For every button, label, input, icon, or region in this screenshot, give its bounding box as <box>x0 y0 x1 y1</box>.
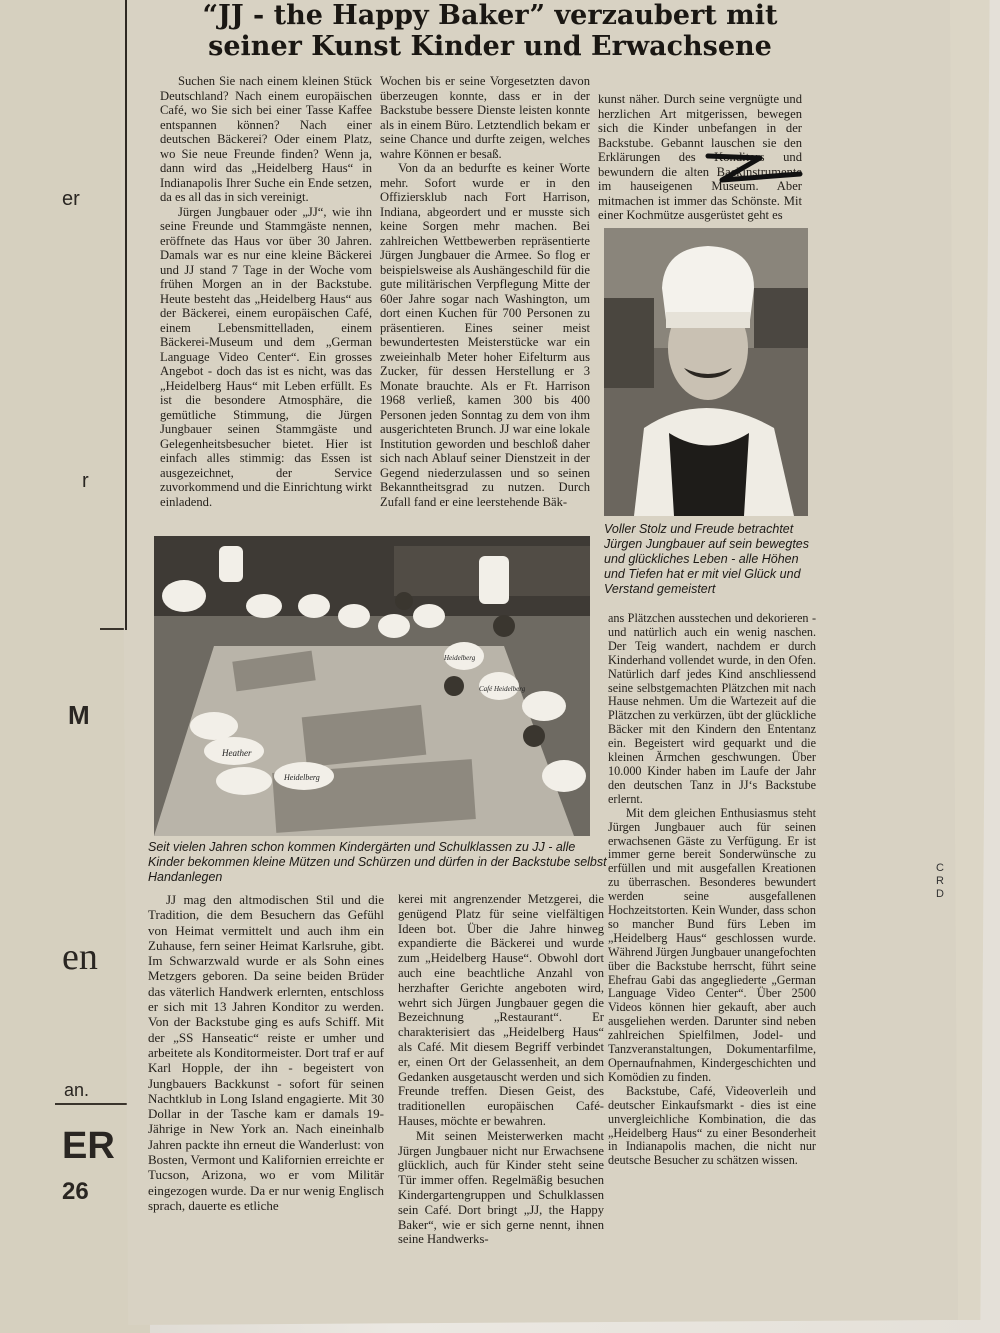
column-rule <box>125 0 127 630</box>
portrait-caption: Voller Stolz und Freude betrachtet Jürgen Jungbauer auf sein bewegtes und glückliches Leben - alle Höhen und Tiefen hat er mit viel Glück und Verstand gemeistert <box>604 522 810 596</box>
paragraph: Mit seinen Meisterwerken macht Jürgen Jungbauer nicht nur Erwachsene glücklich, auch für Kinder steht seine Tür immer offen. Regelmäßig besuchen Kindergartengruppen und Schulklassen sein Café. Dort bringt „JJ, the Happy Baker“, wie er sich gerne nennt, ihnen seine Handwerks- <box>398 1128 604 1247</box>
paragraph: Backstube, Café, Videoverleih und deutscher Einkaufsmarkt - dies ist eine unvergleichliche Kombination, die das „Heidelberg Haus“ zu einer Besonderheit in Indianapolis machen, die nicht nur deutsche Besucher zu schätzen wissen. <box>608 1083 816 1168</box>
portrait-photo <box>604 228 808 516</box>
hat-label: Heather <box>222 748 252 758</box>
handwritten-mark <box>700 148 810 188</box>
fragment-text: ER <box>62 1125 115 1167</box>
article-column-3-mid <box>608 612 816 1168</box>
fragment-text: M <box>68 700 90 730</box>
paragraph: Suchen Sie nach einem kleinen Stück Deutschland? Nach einem europäischen Café, wo Sie sich bei einer Tasse Kaffee entspannen können? Nach einer deutschen Bäckerei? Oder einem Platz, wo Sie neue Freunde finden? Wenn ja, dann wird das „Heidelberg Haus“ in Indianapolis Ihrer Suche ein Ende setzen, da es all das in sich vereinigt. <box>160 74 372 204</box>
article-column-2-bottom <box>398 892 604 1247</box>
fragment-text: an. <box>64 1080 90 1100</box>
divider <box>55 1103 135 1105</box>
paragraph: ans Plätzchen ausstechen und dekorieren - und natürlich auch ein wenig naschen. Der Teig wandert, nachdem er durch Kinderhand vollendet wurde, in den Ofen. Natürlich darf jedes Kind anschliessend seine selbstgemachten Plätzchen mit nach Hause nehmen. Um die Wartezeit auf die Plätzchen zu verkürzen, übt der glückliche Bäcker mit den Kindern den Ententanz ein. Begeistert wird gequarkt und die kleinen Ärmchen geschwungen. Über 10.000 Kinder haben im Laufe der Jahr den deutschen Tanz in JJ‘s Backstube erlernt. <box>608 611 816 806</box>
paragraph: kerei mit angrenzender Metzgerei, die genügend Platz für seine vielfältigen Ideen bot. Über die Jahre hinweg expandierte die Bäckerei und wurde zum „Heidelberg Hause“. Obwohl dort auch eine beachtliche Anzahl von herzhafter Gerichte angeboten wird, wehrt sich Jürgen Jungbauer gegen die Bezeichnung „Restaurant“. Er charakterisiert das „Heidelberg Haus“ als Café. Mit diesem Begriff verbindet er, einen Ort der Gelassenheit, an dem Gedanken ausgetauscht werden und sich Freunde treffen. Diesen Geist, des traditionellen europäischen Café-Hauses, möchte er bewahren. <box>398 892 604 1128</box>
paragraph: Von da an bedurfte es keiner Worte mehr. Sofort wurde er in den Offiziersklub nach Fort Harrison, Indiana, abgeordert und er musste sich keine Sorgen mehr machen. Bei zahlreichen Wettbewerben repräsentierte Jürgen Jungbauer die Armee. So flog er beispielsweise als Aushängeschild für die gute militärischen Verpflegung Mitte der 60er Jahre sogar nach Washington, um dort einen Kuchen für 700 Personen zu präsentieren. Eines seiner meist bewundertesten Meisterstücke war ein zweieinhalb Meter hoher Eifelturm aus Zucker, für dessen Herstellung er 3 Monate brauchte. Als er Ft. Harrison 1968 verließ, kamen 300 bis 400 Personen jeden Sonntag zu dem von ihm ausgerichteten Brunch. JJ war eine lokale Institution geworden und beschloß daher sich nach Ablauf seiner Dienstzeit in der Gegend niederzulassen und so seinen Bekanntheitsgrad zu nutzen. Durch Zufall fand er eine leerstehende Bäk- <box>380 161 590 509</box>
article-column-1-top <box>160 74 372 509</box>
paragraph: Mit dem gleichen Enthusiasmus steht Jürgen Jungbauer auch für seinen erwachsenen Gäste zu Verfügung. Er ist immer gerne bereit Sonderwünsche zu erfüllen und mit ausgefallen Kreationen zu überraschen. Besonderes bewundert werden seine ausgefallenen Hochzeitstorten. Kein Wunder, dass schon so mancher Bund fürs Leben im „Heidelberg Haus“ geschlossen wurde. Während Jürgen Jungbauer unangefochten über die Backstube herrscht, führt seine Ehefrau Gabi das angegliederte „German Language Video Center“. Über 2500 Videos können hier gekauft, aber auch ausgeliehen werden. Darunter sind neben zahlreichen Spielfilmen, Jodel- und Tanzveranstaltungen, Dokumentarfilme, Opernaufnahmen, Kindergeschichten und Komödien zu finden. <box>608 805 816 1084</box>
paragraph: Wochen bis er seine Vorgesetzten davon überzeugen konnte, dass er in der Backstube bessere Dienste leisten konnte als in einem Büro. Letztendlich bekam er seine Chance und durfte zeigen, welches wahre Können er besaß. <box>380 74 590 161</box>
headline-line: seiner Kunst Kinder und Erwachsene <box>208 31 772 62</box>
fragment-text: 26 <box>62 1178 89 1205</box>
paragraph: Jürgen Jungbauer oder „JJ“, wie ihn seine Freunde und Stammgäste nennen, eröffnete das Haus vor über 30 Jahren. Damals war es nur eine kleine Bäckerei und JJ stand 7 Tage in der Woche vom frühen Morgen an in der Backstube. Heute besteht das „Heidelberg Haus“ aus der Bäckerei, einem europäischen Café, einem Lebensmittelladen, einem Bäckerei-Museum und dem „German Language Video Center“. Ein grosses Angebot - doch das ist es nicht, was das „Heidelberg Haus“ mit Leben erfüllt. Es ist die besondere Atmosphäre, die gemütliche Stimmung, die Jürgen Jungbauer seinen Stammgäste und Gelegenheitsbesucher bietet. Hier ist einfach alles stimmig: das Essen ist ausgezeichnet, der Service zuvorkommend und die Einrichtung wirkt einladend. <box>160 204 372 509</box>
article-headline <box>180 0 800 62</box>
baker-portrait-image <box>604 228 808 516</box>
fragment-text: er <box>62 188 80 210</box>
group-photo-caption: Seit vielen Jahren schon kommen Kindergärten und Schulklassen zu JJ - alle Kinder bekommen kleine Mützen und Schürzen und dürfen in der Backstube selbst Handanlegen <box>148 840 607 884</box>
article-column-2-top <box>380 74 590 509</box>
paragraph: JJ mag den altmodischen Stil und die Tradition, die dem Besuchern das Gefühl von Heimat vermittelt und auch ihm ein Zuhause, fern seiner Heimat Karlsruhe, gibt. Im Schwarzwald wurde er als Sohn eines Metzgers geboren. Da seine beiden Brüder das väterlich Handwerk erlernten, entschloss er sich mit 13 Jahren Konditor zu werden. Von der Backstube ging es aufs Schiff. Mit der „SS Hanseatic“ reiste er umher und arbeitete als Konditormeister. Dort traf er auf Karl Hopple, der ihn - begeistert von Jungbauers Backkunst - sofort für seinen Nachtklub in Long Island engagierte. Mit 30 Dollar in der Tasche kam er damals 19-Jährige in New York an. Nach eineinhalb Jahren packte ihn erneut die Wanderlust: von Bosten, Vermont und Kalifornien erreichte er Tucson, Arizona, wo er vom Militär eingezogen wurde. Da er nur wenig Englisch sprach, dauerte es etliche <box>148 892 384 1213</box>
hat-label: Heidelberg <box>444 654 476 662</box>
headline-line: “JJ - the Happy Baker” verzaubert mit <box>202 0 778 31</box>
hat-label: Heidelberg <box>284 773 320 782</box>
hat-label: Café Heidelberg <box>479 685 526 693</box>
paragraph: kunst näher. Durch seine vergnügte und herzlichen Art mitgerissen, bewegen sich die Kinder unbefangen in der Backstube. Gebannt lauschen sie den Erklärungen des Konditors und bewundern die alten Backinstrumente im hauseigenen Museum. Aber mitmachen ist immer das Schönste. Mit einer Kochmütze ausgerüstet geht es <box>598 92 802 222</box>
fragment-text: r <box>82 470 89 492</box>
fragment-text: C R D <box>936 862 944 900</box>
article-column-1-bottom <box>148 892 384 1213</box>
fragment-text: en <box>62 936 98 978</box>
group-photo <box>154 536 590 836</box>
next-page-fragment <box>936 862 944 901</box>
kids-baking-image <box>154 536 590 836</box>
